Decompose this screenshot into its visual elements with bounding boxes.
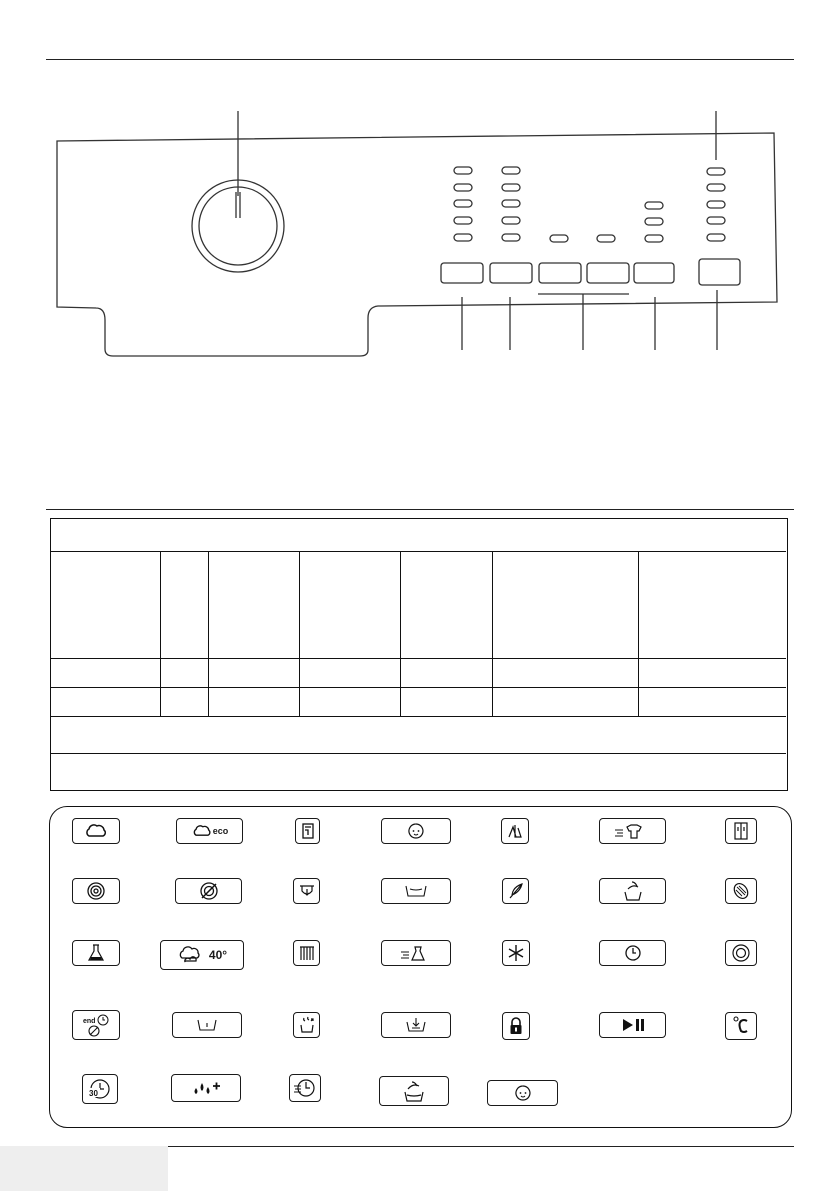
cotton-icon (72, 818, 120, 844)
panel-button-1 (441, 263, 483, 283)
temp-40-label: 40° (208, 948, 228, 962)
footer-block (0, 1146, 168, 1191)
no-spin-icon (175, 878, 242, 904)
table-note-row (51, 754, 786, 790)
shirts-icon (599, 818, 666, 844)
prewash-icon (381, 1012, 451, 1038)
led-column-2 (502, 167, 520, 241)
table-row (51, 688, 161, 717)
steam-icon (293, 1012, 320, 1038)
table-header-cell (401, 552, 493, 659)
panel-button-3 (539, 263, 581, 283)
table-row (209, 659, 300, 688)
quick-dry-icon (381, 940, 451, 966)
table-row (639, 659, 786, 688)
eco-label: eco (212, 826, 229, 836)
temperature-icon (725, 1012, 757, 1040)
stain-icon (72, 940, 120, 966)
table-row (300, 659, 401, 688)
play-pause-icon (599, 1012, 666, 1038)
delicates-icon (502, 878, 529, 904)
table-row (401, 688, 493, 717)
table-row (161, 659, 209, 688)
specification-table (50, 518, 788, 791)
table-row (493, 688, 639, 717)
timer-icon (599, 940, 666, 966)
curtains-icon (293, 940, 320, 966)
table-row (639, 688, 786, 717)
led-column-5 (645, 202, 663, 242)
thirty-label: 30 (89, 1089, 98, 1098)
cotton-eco-icon (176, 818, 243, 844)
extra-water-icon (171, 1074, 241, 1102)
panel-button-4 (587, 263, 629, 283)
table-row (300, 688, 401, 717)
cold-wash-icon (502, 940, 530, 966)
led-column-3 (550, 235, 568, 242)
panel-button-2 (490, 263, 532, 283)
mid-rule (46, 509, 794, 510)
table-note-row (51, 717, 786, 754)
spin-icon (72, 878, 120, 904)
on-off-button (699, 259, 740, 285)
table-header-cell (639, 552, 786, 659)
fabric-care-icon (295, 818, 320, 844)
table-row (493, 659, 639, 688)
table-row (401, 659, 493, 688)
hand-wash-2-icon (379, 1076, 449, 1106)
wool-icon (725, 878, 757, 904)
table-header-cell (493, 552, 639, 659)
table-row (161, 688, 209, 717)
tub-icon (172, 1012, 242, 1038)
mix-icon (501, 818, 529, 844)
drain-icon (293, 878, 320, 904)
end-label: end (83, 1018, 96, 1025)
table-header-cell (161, 552, 209, 659)
panel-outline (57, 133, 777, 356)
led-column-1 (454, 167, 472, 241)
table-row (209, 688, 300, 717)
table-row (51, 659, 161, 688)
baby-care-2-icon (487, 1080, 558, 1106)
child-lock-icon (502, 1012, 530, 1040)
cotton-40-icon (160, 940, 244, 970)
wardrobe-icon (725, 818, 757, 844)
hand-wash-icon (599, 878, 666, 904)
baby-care-icon (381, 818, 451, 844)
thirty-min-icon (82, 1074, 118, 1104)
control-panel-diagram (0, 0, 839, 500)
end-time-cancel-icon (72, 1010, 120, 1040)
panel-button-5 (634, 263, 674, 283)
table-header-cell (209, 552, 300, 659)
drum-clean-icon (725, 940, 757, 966)
table-header-cell (51, 552, 161, 659)
led-column-6 (707, 168, 725, 241)
table-header-cell (300, 552, 401, 659)
table-title-row (51, 519, 786, 552)
program-dial-inner (199, 187, 277, 265)
led-column-4 (597, 235, 615, 242)
wash-tub-icon (381, 878, 451, 904)
express-icon (289, 1074, 321, 1102)
